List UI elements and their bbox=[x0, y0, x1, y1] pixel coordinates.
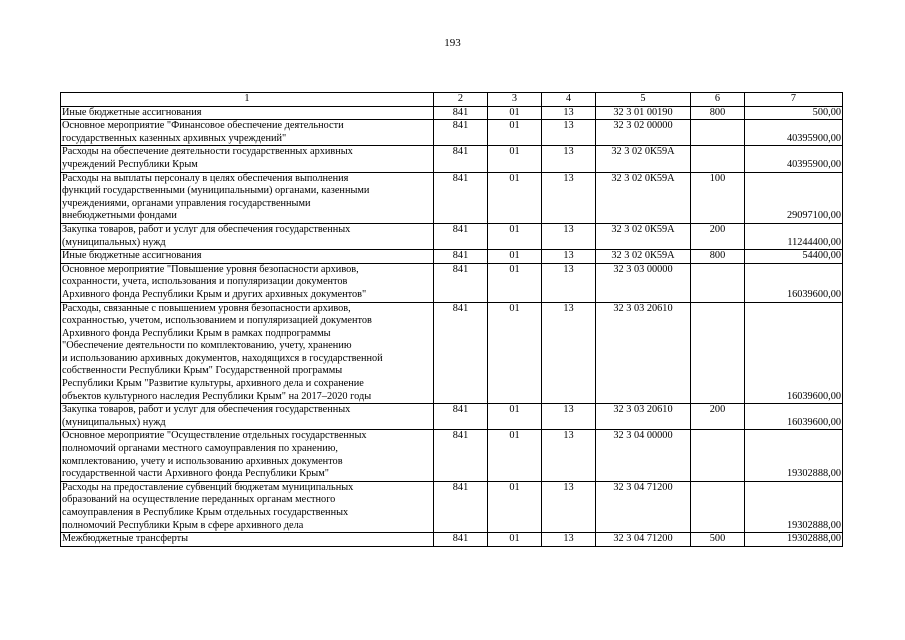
row-c2-cell: 841 bbox=[434, 481, 488, 532]
row-c2-cell: 841 bbox=[434, 172, 488, 223]
row-c7-cell: 16039600,00 bbox=[745, 263, 843, 302]
row-c7-cell: 19302888,00 bbox=[745, 481, 843, 532]
row-c3-cell: 01 bbox=[488, 250, 542, 264]
row-name-line: Закупка товаров, работ и услуг для обеспечения государственных bbox=[62, 404, 351, 416]
row-c7-cell: 19302888,00 bbox=[745, 430, 843, 481]
row-name-line: полномочий органами местного самоуправления по хранению, bbox=[62, 443, 338, 455]
row-name-cell bbox=[61, 533, 434, 547]
row-name-line: сохранностью, учетом, использованием и популяризацией документов bbox=[62, 315, 372, 327]
row-name-line: государственной части Архивного фонда Республики Крым" bbox=[62, 468, 329, 480]
row-name-line: (муниципальных) нужд bbox=[62, 236, 166, 248]
row-name-line: Архивного фонда Республики Крым в рамках подпрограммы bbox=[62, 327, 331, 339]
row-c3-cell: 01 bbox=[488, 404, 542, 430]
row-c3-cell: 01 bbox=[488, 172, 542, 223]
row-c4-cell: 13 bbox=[542, 223, 596, 249]
row-c4-cell: 13 bbox=[542, 146, 596, 172]
table-row bbox=[61, 223, 843, 249]
row-c5-cell: 32 3 02 0К59А bbox=[596, 146, 691, 172]
row-c6-cell bbox=[691, 481, 745, 532]
row-c2-cell: 841 bbox=[434, 302, 488, 404]
table-row bbox=[61, 120, 843, 146]
table-row bbox=[61, 263, 843, 302]
row-name-cell bbox=[61, 106, 434, 120]
row-c4-cell: 13 bbox=[542, 263, 596, 302]
row-name-line: Расходы на предоставление субвенций бюджетам муниципальных bbox=[62, 481, 354, 493]
row-name-line: Межбюджетные трансферты bbox=[62, 533, 189, 545]
column-header: 6 bbox=[691, 93, 745, 107]
table-row bbox=[61, 430, 843, 481]
row-c2-cell: 841 bbox=[434, 430, 488, 481]
row-c7-cell: 40395900,00 bbox=[745, 120, 843, 146]
row-name-line: Основное мероприятие "Финансовое обеспечение деятельности bbox=[62, 120, 344, 132]
row-name-line: "Обеспечение деятельности по комплектованию, учету, хранению bbox=[62, 340, 352, 352]
row-name-line: Расходы, связанные с повышением уровня безопасности архивов, bbox=[62, 302, 351, 314]
column-header: 4 bbox=[542, 93, 596, 107]
table-header-row bbox=[61, 93, 843, 107]
row-name-line: образований на осуществление переданных органам местного bbox=[62, 494, 336, 506]
row-name-line: Республики Крым "Развитие культуры, архивного дела и сохранение bbox=[62, 378, 364, 390]
row-c6-cell: 200 bbox=[691, 223, 745, 249]
row-c4-cell: 13 bbox=[542, 481, 596, 532]
row-c6-cell bbox=[691, 302, 745, 404]
column-header: 3 bbox=[488, 93, 542, 107]
row-c2-cell: 841 bbox=[434, 263, 488, 302]
row-name-cell bbox=[61, 223, 434, 249]
column-header: 5 bbox=[596, 93, 691, 107]
row-name-line: учреждениями, органами управления государственными bbox=[62, 197, 311, 209]
row-c4-cell: 13 bbox=[542, 404, 596, 430]
row-c5-cell: 32 3 03 00000 bbox=[596, 263, 691, 302]
row-c7-cell: 54400,00 bbox=[745, 250, 843, 264]
row-c2-cell: 841 bbox=[434, 250, 488, 264]
column-header: 1 bbox=[61, 93, 434, 107]
row-c4-cell: 13 bbox=[542, 120, 596, 146]
row-c6-cell bbox=[691, 120, 745, 146]
row-c7-cell: 40395900,00 bbox=[745, 146, 843, 172]
row-name-line: Расходы на выплаты персоналу в целях обеспечения выполнения bbox=[62, 172, 349, 184]
row-name-line: (муниципальных) нужд bbox=[62, 416, 166, 428]
row-name-line: государственных казенных архивных учреждений" bbox=[62, 132, 287, 144]
row-c3-cell: 01 bbox=[488, 481, 542, 532]
row-c5-cell: 32 3 01 00190 bbox=[596, 106, 691, 120]
row-c7-cell: 16039600,00 bbox=[745, 302, 843, 404]
row-name-line: самоуправления в Республике Крым отдельных государственных bbox=[62, 507, 349, 518]
table-row bbox=[61, 146, 843, 172]
row-name-line: Закупка товаров, работ и услуг для обеспечения государственных bbox=[62, 223, 351, 235]
row-c6-cell: 500 bbox=[691, 533, 745, 547]
row-name-cell bbox=[61, 302, 434, 404]
row-c7-cell: 11244400,00 bbox=[745, 223, 843, 249]
row-name-cell bbox=[61, 430, 434, 481]
row-c6-cell: 800 bbox=[691, 106, 745, 120]
row-name-line: объектов культурного наследия Республики Крым" на 2017–2020 годы bbox=[62, 390, 372, 402]
table-row bbox=[61, 172, 843, 223]
row-c6-cell: 200 bbox=[691, 404, 745, 430]
row-c2-cell: 841 bbox=[434, 146, 488, 172]
row-c4-cell: 13 bbox=[542, 172, 596, 223]
row-c2-cell: 841 bbox=[434, 223, 488, 249]
row-c3-cell: 01 bbox=[488, 263, 542, 302]
row-c3-cell: 01 bbox=[488, 106, 542, 120]
row-c3-cell: 01 bbox=[488, 430, 542, 481]
row-name-line: учреждений Республики Крым bbox=[62, 158, 198, 170]
row-name-line: Основное мероприятие "Осуществление отдельных государственных bbox=[62, 430, 367, 442]
row-c2-cell: 841 bbox=[434, 404, 488, 430]
table-row bbox=[61, 481, 843, 532]
row-name-cell bbox=[61, 120, 434, 146]
row-c5-cell: 32 3 02 0К59А bbox=[596, 250, 691, 264]
row-c7-cell: 500,00 bbox=[745, 106, 843, 120]
row-c6-cell: 800 bbox=[691, 250, 745, 264]
row-c4-cell: 13 bbox=[542, 302, 596, 404]
row-c5-cell: 32 3 02 0К59А bbox=[596, 172, 691, 223]
row-name-line: Расходы на обеспечение деятельности государственных архивных bbox=[62, 146, 353, 158]
row-c3-cell: 01 bbox=[488, 120, 542, 146]
row-c5-cell: 32 3 04 71200 bbox=[596, 533, 691, 547]
row-c4-cell: 13 bbox=[542, 533, 596, 547]
row-c3-cell: 01 bbox=[488, 533, 542, 547]
row-name-line: комплектованию, учету и использованию архивных документов bbox=[62, 455, 343, 467]
row-name-cell bbox=[61, 250, 434, 264]
row-c6-cell bbox=[691, 146, 745, 172]
column-header: 7 bbox=[745, 93, 843, 107]
row-name-line: Архивного фонда Республики Крым и других архивных документов" bbox=[62, 288, 367, 300]
row-name-cell bbox=[61, 146, 434, 172]
row-c2-cell: 841 bbox=[434, 120, 488, 146]
row-name-line: внебюджетными фондами bbox=[62, 210, 177, 222]
row-c5-cell: 32 3 03 20610 bbox=[596, 404, 691, 430]
row-name-line: и использованию архивных документов, находящихся в государственной bbox=[62, 352, 383, 364]
row-c7-cell: 19302888,00 bbox=[745, 533, 843, 547]
row-name-line: Основное мероприятие "Повышение уровня безопасности архивов, bbox=[62, 263, 359, 275]
row-name-line: собственности Республики Крым" Государственной программы bbox=[62, 365, 343, 377]
row-c4-cell: 13 bbox=[542, 106, 596, 120]
row-c5-cell: 32 3 02 0К59А bbox=[596, 223, 691, 249]
row-c2-cell: 841 bbox=[434, 106, 488, 120]
row-name-cell bbox=[61, 481, 434, 532]
table-row bbox=[61, 533, 843, 547]
table-row bbox=[61, 250, 843, 264]
page-number: 193 bbox=[444, 37, 461, 49]
row-name-line: функций государственными (муниципальными) органами, казенными bbox=[62, 185, 370, 197]
row-c3-cell: 01 bbox=[488, 302, 542, 404]
table-row bbox=[61, 106, 843, 120]
row-name-line: полномочий Республики Крым в сфере архивного дела bbox=[62, 519, 304, 531]
column-header: 2 bbox=[434, 93, 488, 107]
row-c6-cell bbox=[691, 430, 745, 481]
table-row bbox=[61, 302, 843, 404]
row-c6-cell: 100 bbox=[691, 172, 745, 223]
row-c7-cell: 29097100,00 bbox=[745, 172, 843, 223]
row-c5-cell: 32 3 03 20610 bbox=[596, 302, 691, 404]
row-c4-cell: 13 bbox=[542, 430, 596, 481]
row-name-cell bbox=[61, 263, 434, 302]
table-row bbox=[61, 404, 843, 430]
row-c3-cell: 01 bbox=[488, 146, 542, 172]
row-name-cell bbox=[61, 404, 434, 430]
row-name-line: Иные бюджетные ассигнования bbox=[62, 106, 202, 118]
row-c5-cell: 32 3 02 00000 bbox=[596, 120, 691, 146]
row-c3-cell: 01 bbox=[488, 223, 542, 249]
row-c5-cell: 32 3 04 71200 bbox=[596, 481, 691, 532]
row-c2-cell: 841 bbox=[434, 533, 488, 547]
row-name-line: Иные бюджетные ассигнования bbox=[62, 250, 202, 262]
row-c4-cell: 13 bbox=[542, 250, 596, 264]
row-c5-cell: 32 3 04 00000 bbox=[596, 430, 691, 481]
budget-table bbox=[60, 92, 843, 547]
row-name-cell bbox=[61, 172, 434, 223]
row-name-line: сохранности, учета, использования и популяризации документов bbox=[62, 276, 348, 288]
row-c6-cell bbox=[691, 263, 745, 302]
row-c7-cell: 16039600,00 bbox=[745, 404, 843, 430]
